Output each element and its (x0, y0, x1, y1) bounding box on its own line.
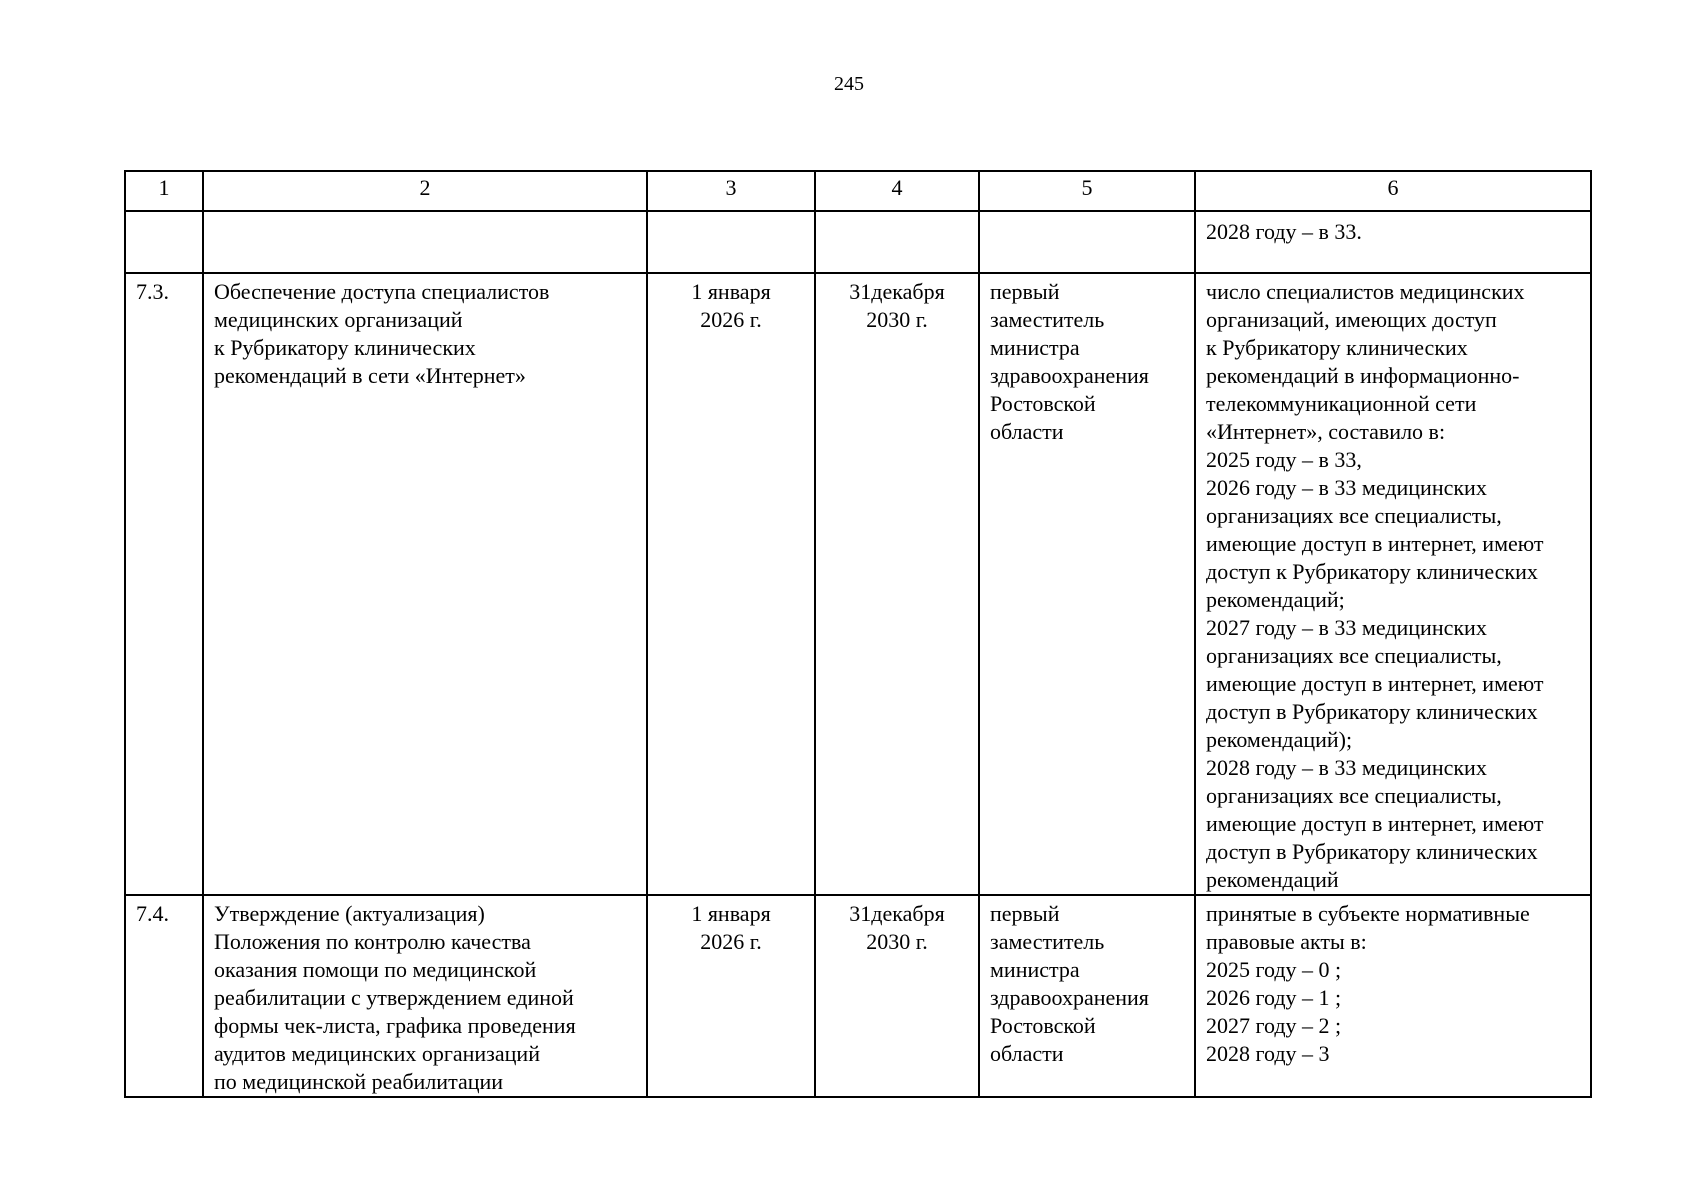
table-header-row (125, 171, 1591, 211)
column-header-2: 2 (203, 171, 647, 211)
result-line: имеющие доступ в интернет, имеют (1206, 671, 1544, 696)
description-line: Обеспечение доступа специалистов (214, 279, 550, 304)
responsible-line: министра (990, 957, 1080, 982)
result-line: доступ к Рубрикатору клинических (1206, 559, 1538, 584)
result-line: 2026 году – 1 ; (1206, 985, 1342, 1010)
cell-description (203, 895, 647, 1097)
cell-responsible (979, 273, 1195, 895)
description-line: формы чек-листа, графика проведения (214, 1013, 576, 1038)
cell-end-date (815, 895, 979, 1097)
page-number: 245 (834, 73, 864, 95)
result-line: организаций, имеющих доступ (1206, 307, 1497, 332)
end-date-line: 2030 г. (866, 929, 928, 954)
result-line: телекоммуникационной сети (1206, 391, 1477, 416)
result-line: организациях все специалисты, (1206, 503, 1502, 528)
plan-table (124, 170, 1592, 1098)
result-line: к Рубрикатору клинических (1206, 335, 1468, 360)
column-header-5: 5 (979, 171, 1195, 211)
cell-start-date (647, 895, 815, 1097)
cell-result (1195, 895, 1591, 1097)
table-row-continuation (125, 211, 1591, 273)
responsible-line: первый (990, 279, 1060, 304)
cell-description (203, 211, 647, 273)
description-line: к Рубрикатору клинических (214, 335, 476, 360)
responsible-line: области (990, 419, 1064, 444)
result-line: доступ в Рубрикатору клинических (1206, 839, 1538, 864)
result-line: рекомендаций; (1206, 587, 1345, 612)
cell-start-date (647, 211, 815, 273)
cell-responsible (979, 211, 1195, 273)
responsible-line: заместитель (990, 307, 1105, 332)
result-line: число специалистов медицинских (1206, 279, 1525, 304)
result-line: 2027 году – в 33 медицинских (1206, 615, 1487, 640)
description-line: по медицинской реабилитации (214, 1069, 504, 1094)
table-row (125, 895, 1591, 1097)
column-header-6: 6 (1195, 171, 1591, 211)
cell-responsible (979, 895, 1195, 1097)
result-line: 2025 году – в 33, (1206, 447, 1362, 472)
description-line: Положения по контролю качества (214, 929, 531, 954)
result-line: принятые в субъекте нормативные (1206, 901, 1530, 926)
description-line: реабилитации с утверждением единой (214, 985, 574, 1010)
cell-description (203, 273, 647, 895)
description-line: рекомендаций в сети «Интернет» (214, 363, 526, 388)
result-line: правовые акты в: (1206, 929, 1367, 954)
result-line: рекомендаций (1206, 867, 1339, 892)
start-date-line: 1 января (691, 279, 771, 304)
cell-number: 7.4. (125, 895, 203, 1097)
start-date-line: 2026 г. (700, 929, 762, 954)
end-date-line: 2030 г. (866, 307, 928, 332)
result-line: рекомендаций); (1206, 727, 1353, 752)
result-line: 2028 году – 3 (1206, 1041, 1330, 1066)
result-line: 2028 году – в 33 медицинских (1206, 755, 1487, 780)
description-line: Утверждение (актуализация) (214, 901, 485, 926)
end-date-line: 31декабря (849, 279, 945, 304)
description-line: аудитов медицинских организаций (214, 1041, 540, 1066)
cell-number: 7.3. (125, 273, 203, 895)
responsible-line: первый (990, 901, 1060, 926)
cell-number (125, 211, 203, 273)
column-header-3: 3 (647, 171, 815, 211)
responsible-line: здравоохранения (990, 363, 1149, 388)
result-line: организациях все специалисты, (1206, 643, 1502, 668)
start-date-line: 2026 г. (700, 307, 762, 332)
result-line: имеющие доступ в интернет, имеют (1206, 531, 1544, 556)
responsible-line: заместитель (990, 929, 1105, 954)
result-line: 2028 году – в 33. (1206, 219, 1362, 244)
cell-start-date (647, 273, 815, 895)
cell-result (1195, 211, 1591, 273)
column-header-4: 4 (815, 171, 979, 211)
end-date-line: 31декабря (849, 901, 945, 926)
responsible-line: области (990, 1041, 1064, 1066)
result-line: 2026 году – в 33 медицинских (1206, 475, 1487, 500)
column-header-1: 1 (125, 171, 203, 211)
description-line: оказания помощи по медицинской (214, 957, 537, 982)
description-line: медицинских организаций (214, 307, 463, 332)
cell-result (1195, 273, 1591, 895)
responsible-line: министра (990, 335, 1080, 360)
start-date-line: 1 января (691, 901, 771, 926)
cell-end-date (815, 211, 979, 273)
responsible-line: Ростовской (990, 391, 1096, 416)
responsible-line: Ростовской (990, 1013, 1096, 1038)
result-line: имеющие доступ в интернет, имеют (1206, 811, 1544, 836)
result-line: «Интернет», составило в: (1206, 419, 1446, 444)
result-line: 2025 году – 0 ; (1206, 957, 1342, 982)
result-line: организациях все специалисты, (1206, 783, 1502, 808)
result-line: рекомендаций в информационно- (1206, 363, 1520, 388)
result-line: доступ в Рубрикатору клинических (1206, 699, 1538, 724)
responsible-line: здравоохранения (990, 985, 1149, 1010)
result-line: 2027 году – 2 ; (1206, 1013, 1342, 1038)
cell-end-date (815, 273, 979, 895)
table-row (125, 273, 1591, 895)
